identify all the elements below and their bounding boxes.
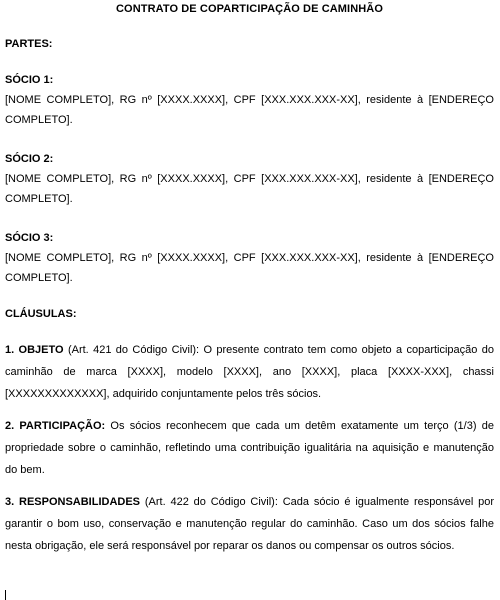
partner-block-1 [5, 70, 494, 130]
text-cursor [5, 590, 6, 600]
partner-label: SÓCIO 1: [5, 74, 54, 86]
partner-block-3 [5, 228, 494, 288]
clause-title: 2. PARTICIPAÇÃO: [5, 420, 106, 432]
clause-text: Os sócios reconhecem que cada um detêm exatamente um terço (1/3) de propriedade sobre o caminhão, refletindo uma contribuição igualitária na aquisição e manutenção do bem. [5, 420, 494, 476]
partner-text: [NOME COMPLETO], RG nº [XXXX.XXXX], CPF [XXX.XXX.XXX-XX], residente à [ENDEREÇO COMPLETO]. [5, 173, 494, 205]
clause-2 [5, 415, 494, 481]
clause-text: (Art. 421 do Código Civil): O presente contrato tem como objeto a coparticipação do caminhão de marca [XXXX], modelo [XXXX], ano [XXXX], placa [XXXX-XXX], chassi [XXXXXXXXXXXXX], adquirido conjuntamente pelos três sócios. [5, 344, 494, 400]
clause-title: 3. RESPONSABILIDADES [5, 496, 141, 508]
clause-3 [5, 491, 494, 557]
clause-text: (Art. 422 do Código Civil): Cada sócio é igualmente responsável por garantir o bom uso, conservação e manutenção regular do caminhão. Caso um dos sócios falhe nesta obrigação, ele será responsável por reparar os danos ou compensar os outros sócios. [5, 496, 495, 552]
clauses-heading: CLÁUSULAS: [5, 308, 77, 320]
document-title: CONTRATO DE COPARTICIPAÇÃO DE CAMINHÃO [116, 3, 383, 15]
partner-label: SÓCIO 3: [5, 232, 54, 244]
parties-heading: PARTES: [5, 38, 53, 50]
clause-1 [5, 339, 494, 405]
partner-text: [NOME COMPLETO], RG nº [XXXX.XXXX], CPF [XXX.XXX.XXX-XX], residente à [ENDEREÇO COMPLETO]. [5, 94, 494, 126]
clause-title: 1. OBJETO [5, 344, 64, 356]
partner-block-2 [5, 149, 494, 209]
partner-label: SÓCIO 2: [5, 153, 54, 165]
partner-text: [NOME COMPLETO], RG nº [XXXX.XXXX], CPF [XXX.XXX.XXX-XX], residente à [ENDEREÇO COMPLETO]. [5, 252, 494, 284]
